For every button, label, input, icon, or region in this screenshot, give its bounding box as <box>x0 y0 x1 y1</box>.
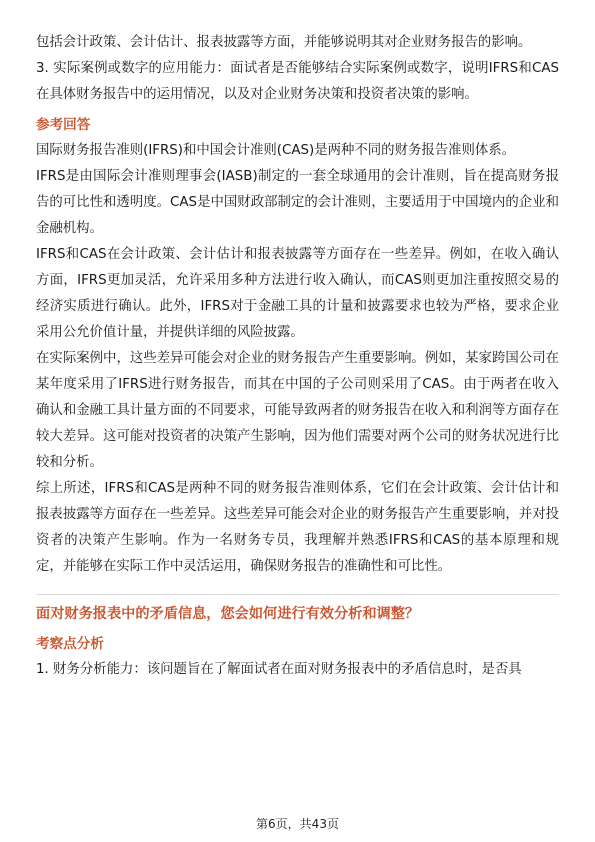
answer-paragraph-2: IFRS是由国际会计准则理事会(IASB)制定的一套全球通用的会计准则，旨在提高财务报告的可比性和透明度。CAS是中国财政部制定的会计准则，主要适用于中国境内的企业和金融机构。 <box>36 169 559 236</box>
intro-paragraph-2: 3. 实际案例或数字的应用能力：面试者是否能够结合实际案例或数字，说明IFRS和CAS在具体财务报告中的运用情况，以及对企业财务决策和投资者决策的影响。 <box>36 61 559 102</box>
answer-paragraph-3: IFRS和CAS在会计政策、会计估计和报表披露等方面存在一些差异。例如，在收入确认方面，IFRS更加灵活，允许采用多种方法进行收入确认，而CAS则更加注重按照交易的经济实质进行确认。此外，IFRS对于金融工具的计量和披露要求也较为严格，要求企业采用公允价值计量，并提供详细的风险披露。 <box>36 247 559 340</box>
answer-paragraph-5: 综上所述，IFRS和CAS是两种不同的财务报告准则体系，它们在会计政策、会计估计和报表披露等方面存在一些差异。这些差异可能会对企业的财务报告产生重要影响，并对投资者的决策产生影响。作为一名财务专员，我理解并熟悉IFRS和CAS的基本原理和规定，并能够在实际工作中灵活运用，确保财务报告的准确性和可比性。 <box>36 481 559 574</box>
intro-paragraph-1: 包括会计政策、会计估计、报表披露等方面，并能够说明其对企业财务报告的影响。 <box>36 35 532 50</box>
page-indicator: 第6页，共43页 <box>256 817 339 831</box>
document-page <box>36 30 559 683</box>
analysis-paragraph-1: 1. 财务分析能力：该问题旨在了解面试者在面对财务报表中的矛盾信息时，是否具 <box>36 662 522 677</box>
question-heading: 面对财务报表中的矛盾信息，您会如何进行有效分析和调整？ <box>36 606 420 622</box>
section-divider <box>36 594 559 595</box>
answer-paragraph-1: 国际财务报告准则(IFRS)和中国会计准则(CAS)是两种不同的财务报告准则体系。 <box>36 143 516 158</box>
answer-section-label: 参考回答 <box>36 117 91 133</box>
answer-paragraph-4: 在实际案例中，这些差异可能会对企业的财务报告产生重要影响。例如，某家跨国公司在某年度采用了IFRS进行财务报告，而其在中国的子公司则采用了CAS。由于两者在收入确认和金融工具计量方面的不同要求，可能导致两者的财务报告在收入和利润等方面存在较大差异。这可能对投资者的决策产生影响，因为他们需要对两个公司的财务状况进行比较和分析。 <box>36 351 559 470</box>
analysis-section-label: 考察点分析 <box>36 636 104 652</box>
